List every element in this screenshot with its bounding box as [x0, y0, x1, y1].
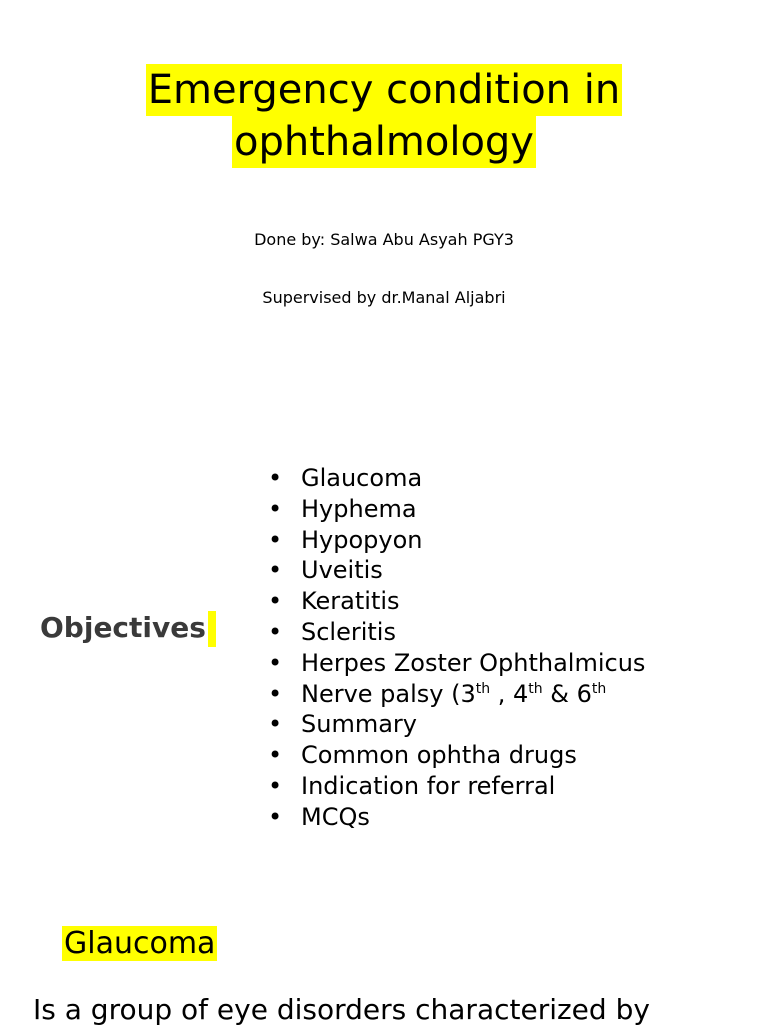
- bullet-icon: •: [268, 710, 283, 739]
- nerve-palsy-sup-3: th: [591, 680, 607, 697]
- bullet-icon: •: [268, 556, 283, 585]
- bullet-icon: •: [268, 525, 283, 554]
- bullet-icon: •: [268, 771, 283, 800]
- title-line-1: [0, 64, 768, 116]
- list-item-text: Uveitis: [301, 556, 383, 585]
- bullet-icon: •: [268, 802, 283, 831]
- objectives-label: [40, 608, 216, 648]
- title-line-2: [0, 116, 768, 168]
- list-item: [268, 463, 645, 494]
- nerve-palsy-text-1: Nerve palsy (3: [301, 679, 476, 708]
- list-item-text: Indication for referral: [301, 771, 556, 800]
- bullet-icon: •: [268, 648, 283, 677]
- list-item: [268, 586, 645, 617]
- list-item: [268, 802, 645, 833]
- bullet-icon: •: [268, 741, 283, 770]
- list-item-text: Keratitis: [301, 587, 400, 616]
- title-text-line-1: Emergency condition in: [146, 64, 622, 116]
- list-item-text: Summary: [301, 710, 417, 739]
- list-item: [268, 617, 645, 648]
- list-item-text: Scleritis: [301, 617, 396, 646]
- section-heading: [62, 926, 217, 962]
- list-item: [268, 771, 645, 802]
- nerve-palsy-text-2: , 4: [490, 679, 529, 708]
- list-item-text: Hypopyon: [301, 525, 423, 554]
- section-body-text: Is a group of eye disorders characterized by: [33, 993, 650, 1026]
- nerve-palsy-sup-1: th: [475, 680, 491, 697]
- list-item-text: MCQs: [301, 802, 370, 831]
- list-item: [268, 494, 645, 525]
- objectives-list: [268, 463, 645, 833]
- list-item: [268, 740, 645, 771]
- bullet-icon: •: [268, 464, 283, 492]
- list-item: [268, 648, 645, 679]
- highlight-marker: [208, 611, 216, 647]
- objectives-label-text: Objectives: [40, 611, 206, 644]
- bullet-icon: •: [268, 679, 283, 708]
- slide-title: [0, 64, 768, 168]
- nerve-palsy-text-3: & 6: [542, 679, 592, 708]
- nerve-palsy-sup-2: th: [528, 680, 543, 697]
- bullet-icon: •: [268, 587, 283, 616]
- list-item: [268, 525, 645, 556]
- list-item-nerve-palsy: [268, 679, 645, 710]
- bullet-icon: •: [268, 494, 283, 523]
- list-item: [268, 709, 645, 740]
- list-item-text: Herpes Zoster Ophthalmicus: [301, 648, 646, 677]
- supervisor-line: Supervised by dr.Manal Aljabri: [262, 288, 506, 307]
- list-item-text: Hyphema: [301, 494, 417, 523]
- title-text-line-2: ophthalmology: [232, 116, 536, 168]
- list-item-text: Glaucoma: [301, 464, 423, 492]
- list-item-text: Common ophtha drugs: [301, 741, 577, 770]
- section-heading-text: Glaucoma: [64, 926, 216, 961]
- list-item: [268, 555, 645, 586]
- bullet-icon: •: [268, 617, 283, 646]
- author-line: Done by: Salwa Abu Asyah PGY3: [254, 230, 514, 249]
